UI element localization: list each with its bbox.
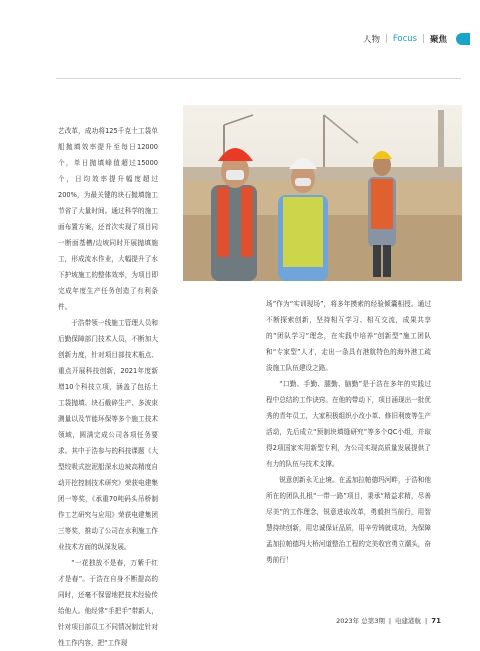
section-label-en: Focus [392,34,418,44]
magazine-name: 电建港航 [395,617,422,625]
footer-divider: | [388,616,392,625]
workers-photo [183,105,462,281]
issue-info: 2023年 总第3期 [336,617,385,625]
page-footer [336,616,441,625]
paragraph: 锐意创新永无止境。在孟加拉帕德玛河畔，于浩和他所在的团队扎根“一带一路”项目，秉承“精益求精，尽善尽美”的工作理念，锐意进取改革，勇毅担当前行，用智慧持续创新，用忠诚保证品质，用辛劳铸就成功，为保障孟加拉帕德玛大桥河道整治工程的完美收官勇立潮头，奋勇前行！ [266,476,431,564]
header-divider: | [384,34,388,44]
paragraph: “一花独放不是春，万紫千红才是春”。于浩在自身不断提高的同时，还毫不保留地把技术经验传给他人。他经常“手把手”带新人，针对项目部员工不同情况制定针对性工作内容，把“工作现 [58,559,158,647]
header-rule [56,78,461,79]
paragraph: 于浩带领一线施工管理人员和后勤保障部门技术人员，不断加大创新力度，针对项目部技术瓶点、重点开展科技创新，2021年度新增10个科技立项，涵盖了包括土工袋抛填、块石截碎生产、多波束测量以及节能环保等多个施工技术领域，圆满完成公司各项任务要求。其中于浩参与的科技课题《大型绞吸式挖泥船深水边坡高精度自动开挖控制技术研究》荣获电建集团一等奖，《承重70吨码头吊桥制作工艺研究与应用》荣获电建集团三等奖，推动了公司在水利施工作业技术方面的纵深发展。 [58,319,158,551]
section-label-cn: 人物 [362,35,380,45]
header-divider: | [422,34,425,44]
page-number: 71 [431,616,441,625]
paragraph: 艺改革，成功将125千克土工袋单船抛填效率提升至每日12000个，单日抛填峰值超过15000个，日均效率提升幅度超过200%，为最关键的块石抛填施工节省了大量时间。通过科学的施工面布置方案，还首次实现了项目同一断面基槽/边坡同时开展抛填施工，形成流水作业，大幅提升了水下护坡施工的整体效率，为项目即完成年度生产任务创造了有利条件。 [58,127,158,311]
footer-divider: | [425,616,428,625]
article-photo [183,105,462,281]
section-tag: 聚焦 [429,35,447,45]
article-column-right [266,296,431,568]
article-column-left [58,123,158,651]
section-marker-icon [456,33,470,45]
paragraph: “口勤、手勤、腿勤、脑勤”是于浩在多年的实践过程中总结的工作诀窍。在他的带动下，项目涌现出一批优秀的青年员工，大家积极组织小改小革、修旧利废等生产活动，先后成立“预制块填缝研究”等多个QC小组，并取得2项国家实用新型专利，为公司实现高质量发展提供了有力的队伍与技术支撑。 [266,380,431,468]
page-header [363,31,470,47]
paragraph: 场”作为“实训现场”，将多年摸索的经验倾囊相授。通过不断探索创新，坚持相互学习、相互交流，成果共享的“团队学习”理念，在实践中培养“创新型”施工团队和“专家型”人才，走出一条具有港航特色的海外港工疏浚施工队伍建设之路。 [266,300,431,372]
